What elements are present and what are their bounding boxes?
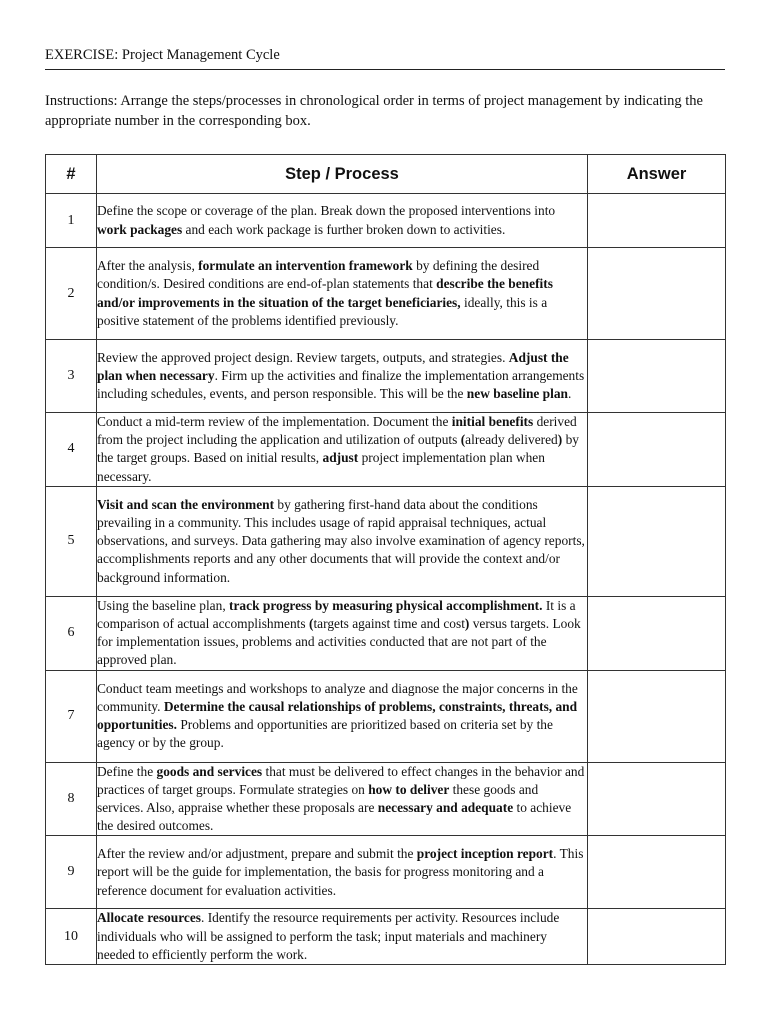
answer-box[interactable] xyxy=(588,762,726,836)
step-text: Conduct team meetings and workshops to analyze and diagnose the major concerns in the community. xyxy=(97,680,578,714)
step-number: 10 xyxy=(46,909,97,965)
step-text-bold: formulate an intervention framework xyxy=(198,258,413,274)
step-text: . Identify the resource requirements per activity. Resources include individuals who will be assigned to perform the task; input materials and machinery needed to efficiently perform the work. xyxy=(97,910,560,962)
table-row xyxy=(46,909,726,965)
step-text-bold: necessary and adequate xyxy=(377,800,514,816)
step-text: derived from the project including the application and utilization of outputs xyxy=(97,414,577,448)
step-text-bold: ( xyxy=(308,616,314,632)
step-text-bold: new baseline plan xyxy=(466,386,568,402)
step-number: 8 xyxy=(46,762,97,836)
step-text: . Firm up the activities and finalize the implementation arrangements including schedules, events, and person responsible. This will be the xyxy=(97,367,585,402)
step-description xyxy=(97,762,588,836)
step-text: by defining the desired condition/s. Desired conditions are end-of-plan statements that xyxy=(97,258,540,292)
title-divider xyxy=(45,69,725,70)
steps-table xyxy=(45,154,726,965)
step-text-bold: ( xyxy=(460,432,466,448)
instructions-text: Instructions: Arrange the steps/processes in chronological order in terms of project management by indicating the appropriate number in the corresponding box. xyxy=(45,93,703,129)
step-text: After the analysis, xyxy=(97,258,199,274)
step-text-bold: ) xyxy=(557,432,563,448)
step-text: ideally, this is a positive statement of the problems identified previously. xyxy=(97,294,548,328)
step-text-bold: Allocate resources xyxy=(97,910,201,926)
table-row xyxy=(46,596,726,670)
step-text: by gathering first-hand data about the conditions prevailing in a community. This includes usage of rapid appraisal techniques, actual observations, and surveys. Data gathering may also involve examination of agency reports, accomplishments reports and any other documents that will provide the context and/or background information. xyxy=(97,496,585,585)
step-text-bold: ) xyxy=(464,616,470,632)
step-number: 2 xyxy=(46,248,97,340)
step-text: project implementation plan when necessary. xyxy=(97,450,545,484)
step-text: . This report will be the guide for implementation, the basis for progress monitoring and a reference document for evaluation activities. xyxy=(97,846,584,898)
step-text: After the review and/or adjustment, prepare and submit the xyxy=(97,846,417,862)
step-text: . xyxy=(568,386,572,402)
step-text: targets against time and cost xyxy=(313,616,465,632)
table-row xyxy=(46,194,726,248)
step-text: already delivered xyxy=(465,432,558,448)
step-text: versus targets. Look for implementation issues, problems and activities conducted that are not part of the approved plan. xyxy=(97,616,581,668)
table-row xyxy=(46,762,726,836)
table-row xyxy=(46,486,726,596)
step-text: Conduct a mid-term review of the implementation. Document the xyxy=(97,414,452,429)
step-text: and each work package is further broken down to activities. xyxy=(182,221,506,237)
step-description xyxy=(97,670,588,762)
step-text: Review the approved project design. Review targets, outputs, and strategies. xyxy=(97,349,509,365)
table-row xyxy=(46,670,726,762)
step-text-bold: initial benefits xyxy=(451,414,534,429)
step-text: that must be delivered to effect changes in the behavior and practices of target groups. Formulate strategies on xyxy=(97,763,585,797)
step-number: 3 xyxy=(46,340,97,413)
table-row xyxy=(46,413,726,487)
step-text-bold: adjust xyxy=(322,450,359,466)
step-description xyxy=(97,340,588,413)
answer-box[interactable] xyxy=(588,596,726,670)
step-number: 6 xyxy=(46,596,97,670)
answer-box[interactable] xyxy=(588,413,726,487)
step-text: Define the xyxy=(97,763,157,779)
step-text: these goods and services. Also, appraise whether these proposals are xyxy=(97,781,539,816)
step-text-bold: work packages xyxy=(97,221,183,237)
answer-box[interactable] xyxy=(588,836,726,909)
step-description xyxy=(97,194,588,248)
step-text-bold: describe the benefits and/or improvements in the situation of the target beneficiaries, xyxy=(97,276,553,310)
header-step-process: Step / Process xyxy=(97,155,588,194)
step-number: 7 xyxy=(46,670,97,762)
step-number: 4 xyxy=(46,413,97,487)
step-description xyxy=(97,836,588,909)
step-number: 9 xyxy=(46,836,97,909)
step-text-bold: track progress by measuring physical accomplishment. xyxy=(229,597,543,613)
step-description xyxy=(97,596,588,670)
step-number: 1 xyxy=(46,194,97,248)
answer-box[interactable] xyxy=(588,670,726,762)
step-text-bold: goods and services xyxy=(156,763,263,779)
step-text-bold: Determine the causal relationships of problems, constraints, threats, and opportunities. xyxy=(97,698,578,733)
header-answer: Answer xyxy=(588,155,726,194)
header-number: # xyxy=(46,155,97,194)
step-text: to achieve the desired outcomes. xyxy=(97,800,572,834)
answer-box[interactable] xyxy=(588,248,726,340)
step-text-bold: Visit and scan the environment xyxy=(97,496,275,512)
answer-box[interactable] xyxy=(588,486,726,596)
table-header-row xyxy=(46,155,726,194)
table-row xyxy=(46,340,726,413)
step-number: 5 xyxy=(46,486,97,596)
step-text: by the target groups. Based on initial results, xyxy=(97,432,579,466)
step-text: Using the baseline plan, xyxy=(97,597,230,613)
table-row xyxy=(46,248,726,340)
step-text: Define the scope or coverage of the plan. Break down the proposed interventions into xyxy=(97,203,556,219)
page-title: EXERCISE: Project Management Cycle xyxy=(45,47,280,63)
step-text-bold: how to deliver xyxy=(368,781,450,797)
step-description xyxy=(97,909,588,965)
step-text-bold: project inception report xyxy=(416,846,554,862)
step-text: Problems and opportunities are prioritized based on criteria set by the agency or by the group. xyxy=(97,717,553,751)
step-description xyxy=(97,413,588,487)
step-text: It is a comparison of actual accomplishments xyxy=(97,597,576,632)
step-description xyxy=(97,486,588,596)
answer-box[interactable] xyxy=(588,909,726,965)
answer-box[interactable] xyxy=(588,340,726,413)
answer-box[interactable] xyxy=(588,194,726,248)
step-text-bold: Adjust the plan when necessary xyxy=(97,349,569,383)
table-row xyxy=(46,836,726,909)
step-description xyxy=(97,248,588,340)
